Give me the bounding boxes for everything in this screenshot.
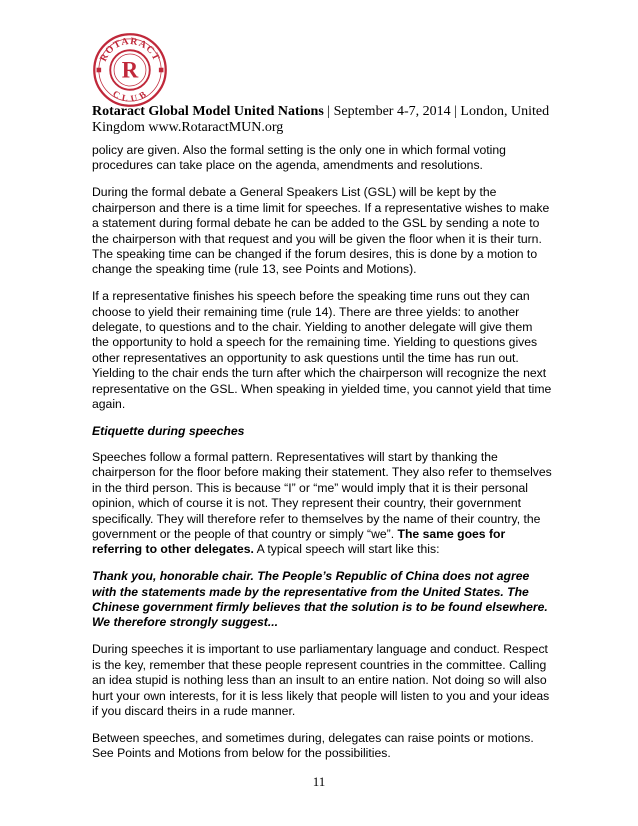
header-separator: | [323, 104, 334, 119]
paragraph-bold-text: The same goes for referring to other delegates. [92, 526, 506, 557]
logo-letter: R [121, 57, 139, 83]
paragraph: During the formal debate a General Speakers List (GSL) will be kept by the chairperson and there is a time limit for speeches. If a representative wishes to make a statement during formal debate he can be added to the GSL by sending a note to the chairperson with that request and you will be given the floor when it is their turn. The speaking time can be changed if the forum desires, this is done by a motion to change the speaking time (rule 13, see Points and Motions). [92, 185, 550, 277]
logo-top-text: ROTARACT [97, 35, 163, 64]
document-header [92, 104, 552, 136]
paragraph: policy are given. Also the formal setting is the only one in which formal voting procedures can take place on the agenda, amendments and resolutions. [92, 143, 506, 173]
conference-dates: September 4-7, 2014 [333, 104, 451, 119]
rotaract-club-logo [92, 32, 168, 108]
paragraph-text: A typical speech will start like this: [253, 542, 440, 557]
example-speech-quote: Thank you, honorable chair. The People’s Republic of China does not agree with the statements made by the representative from the United States. The Chinese government firmly believes that the solution is to be found elsewhere. We therefore strongly suggest... [92, 569, 548, 630]
paragraph: If a representative finishes his speech before the speaking time runs out they can choose to yield their remaining time (rule 14). There are three yields: to another delegate, to questions and to the chair. Yielding to another delegate will give them the opportunity to hold a speech for the remaining time. Yielding to questions gives other representatives an opportunity to ask questions until the time has run out. Yielding to the chair ends the turn after which the chairperson will recognize the next representative on the GSL. When speaking in yielded time, you cannot yield that time again. [92, 289, 552, 412]
paragraph: During speeches it is important to use parliamentary language and conduct. Respect is the key, remember that these people represent countries in the committee. Calling an idea stupid is nothing less than an insult to an entire nation. Not doing so will also hurt your own interests, for it is less likely that people will listen to you and your ideas if you discard theirs in a rude manner. [92, 642, 550, 718]
page-number: 11 [312, 774, 326, 789]
conference-title: Rotaract Global Model United Nations [92, 104, 324, 119]
logo-bottom-text: CLUB [111, 88, 150, 104]
paragraph: Between speeches, and sometimes during, delegates can raise points or motions. See Points and Motions from below for the possibilities. [92, 730, 534, 761]
conference-website: www.RotaractMUN.org [144, 120, 284, 135]
document-body [92, 143, 552, 773]
paragraph-text: Speeches follow a formal pattern. Representatives will start by thanking the chairperson for the floor before making their statement. They also refer to themselves in the third person. This is because “I” or “me” would imply that it is their personal opinion, which of course it is not. They represent their country, their government specifically. They will therefore refer to themselves by the name of their country, the government or the people of that country or simply “we”. [92, 449, 552, 541]
paragraph [92, 450, 552, 558]
conference-location: London, United Kingdom [92, 104, 550, 135]
header-separator: | [450, 104, 461, 119]
section-heading: Etiquette during speeches [92, 424, 245, 438]
